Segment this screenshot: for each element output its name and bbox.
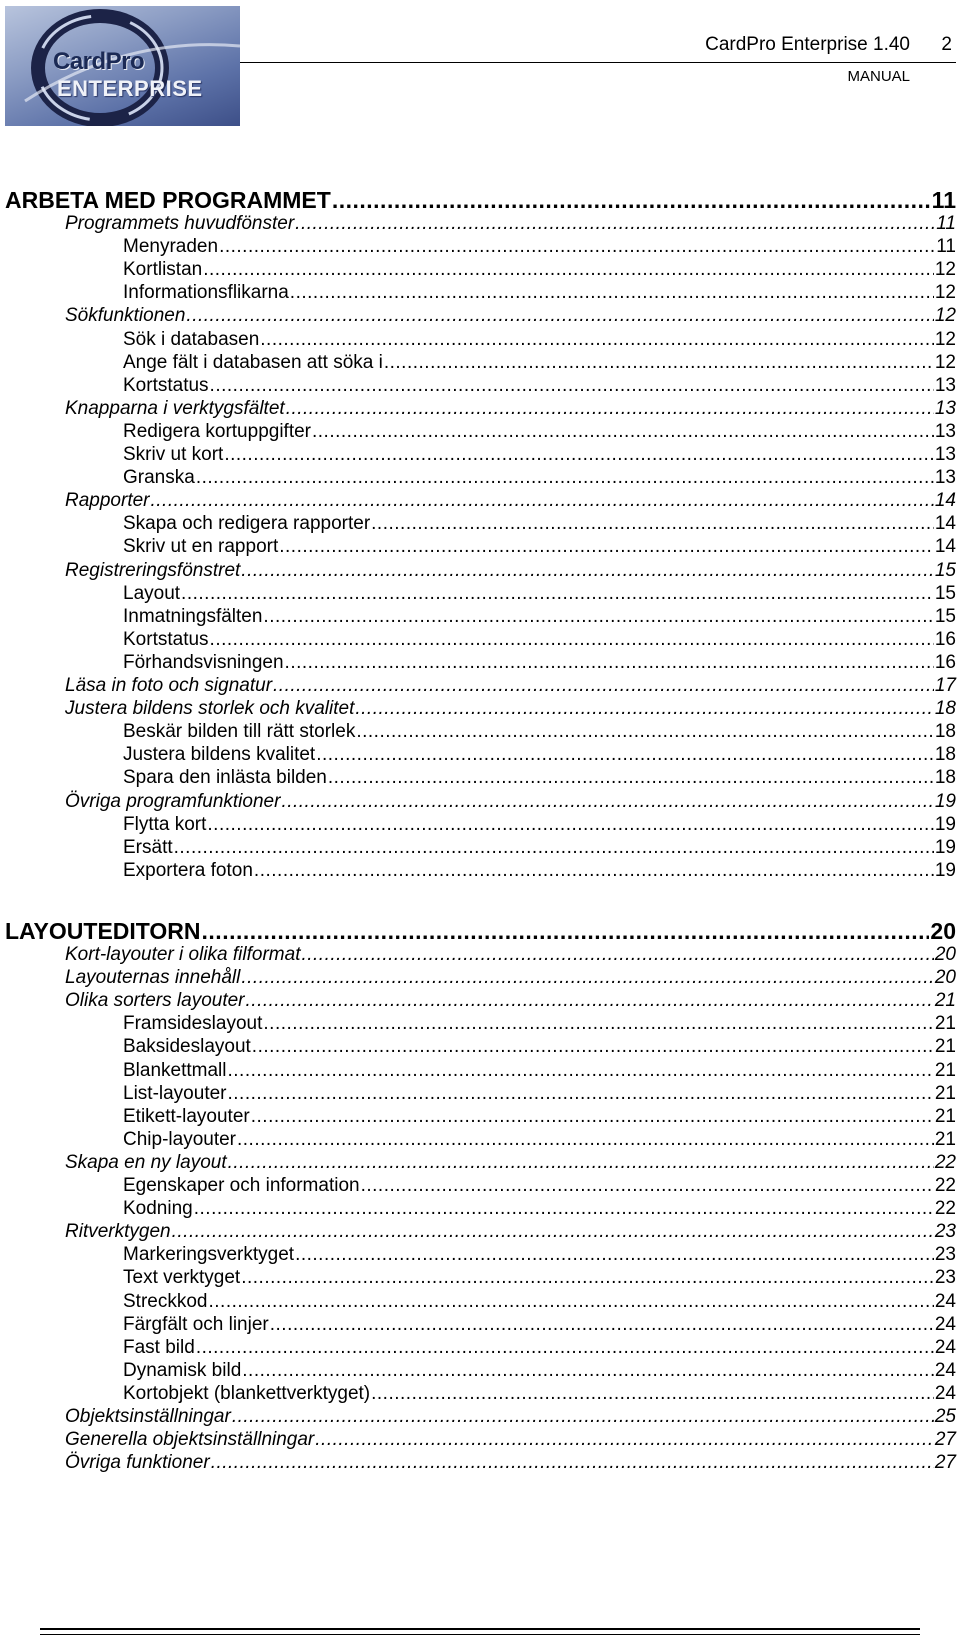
toc-leader-dots (371, 1383, 934, 1405)
toc-entry-page: 24 (934, 1382, 956, 1404)
toc-entry[interactable] (5, 1291, 956, 1313)
toc-entry[interactable] (5, 421, 956, 443)
toc-entry-title: Fast bild (123, 1336, 195, 1358)
toc-entry-title: Registreringsfönstret (65, 559, 241, 581)
toc-leader-dots (237, 1129, 934, 1151)
toc-entry-page: 18 (934, 744, 956, 766)
toc-entry-page: 17 (934, 675, 956, 696)
toc-entry-page: 21 (934, 990, 956, 1012)
toc-entry[interactable] (5, 837, 956, 859)
toc-entry-page: 24 (934, 1336, 956, 1358)
toc-leader-dots (194, 1198, 934, 1220)
toc-entry[interactable] (5, 767, 956, 789)
toc-leader-dots (273, 675, 934, 697)
toc-entry-title: Sök i databasen (123, 328, 260, 350)
header-title: CardPro Enterprise 1.40 (705, 34, 910, 55)
toc-entry-title: Programmets huvudfönster (65, 213, 295, 234)
toc-entry[interactable] (5, 1267, 956, 1289)
toc-leader-dots (301, 944, 933, 966)
toc-entry[interactable] (5, 1337, 956, 1359)
toc-entry[interactable] (5, 698, 956, 720)
toc-leader-dots (371, 513, 934, 535)
toc-entry[interactable] (5, 1013, 956, 1035)
toc-entry-page: 23 (934, 1267, 956, 1289)
toc-entry-page: 24 (934, 1290, 956, 1312)
toc-entry-title: Granska (123, 467, 195, 489)
toc-leader-dots (285, 652, 934, 674)
toc-leader-dots (295, 213, 935, 235)
toc-entry-title: Redigera kortuppgifter (123, 420, 311, 442)
toc-entry-title: Text verktyget (123, 1267, 241, 1289)
toc-entry-page: 16 (934, 651, 956, 673)
toc-entry[interactable] (5, 467, 956, 489)
toc-leader-dots (181, 583, 934, 605)
toc-entry-title: Skapa en ny layout (65, 1151, 227, 1173)
toc-leader-dots (207, 814, 933, 836)
toc-entry-page: 16 (934, 628, 956, 650)
toc-leader-dots (254, 860, 934, 882)
toc-entry-page: 13 (934, 467, 956, 489)
toc-entry[interactable] (5, 282, 956, 304)
toc-entry-page: 27 (934, 1429, 956, 1451)
toc-entry-page: 11 (936, 236, 956, 258)
toc-entry-page: 11 (936, 213, 956, 234)
toc-leader-dots (196, 467, 934, 489)
toc-entry-page: 18 (934, 721, 956, 743)
toc-entry-title: Skriv ut kort (123, 444, 224, 465)
toc-leader-dots (228, 1152, 934, 1174)
toc-entry-title: Ange fält i databasen att söka i (123, 351, 383, 373)
toc-entry-page: 14 (934, 490, 956, 512)
toc-entry-page: 13 (934, 374, 956, 396)
toc-entry-title: Förhandsvisningen (123, 651, 284, 673)
toc-entry-title: Justera bildens storlek och kvalitet (65, 698, 355, 720)
toc-leader-dots (356, 721, 934, 743)
toc-leader-dots (151, 490, 934, 512)
toc-entry-page: 14 (934, 536, 956, 558)
toc-entry-page: 23 (934, 1244, 956, 1266)
toc-entry[interactable] (5, 490, 956, 512)
toc-entry-page: 22 (934, 1175, 956, 1196)
toc-entry[interactable] (5, 305, 956, 327)
toc-entry-page: 15 (934, 582, 956, 604)
toc-entry-page: 21 (934, 1128, 956, 1150)
toc-entry-page: 21 (934, 1036, 956, 1058)
toc-entry-page: 18 (934, 767, 956, 789)
toc-entry[interactable] (5, 1060, 956, 1082)
toc-leader-dots (210, 375, 934, 397)
toc-entry-title: Layout (123, 582, 181, 604)
toc-entry-title: LAYOUTEDITORN (5, 918, 201, 944)
toc-entry-title: Kort-layouter i olika filformat (65, 944, 301, 965)
toc-entry-page: 13 (934, 420, 956, 442)
toc-entry[interactable] (5, 1083, 956, 1105)
toc-entry[interactable] (5, 629, 956, 651)
toc-entry[interactable] (5, 1106, 956, 1128)
toc-entry-page: 12 (934, 259, 956, 281)
logo-wordmark-cardpro: CardPro (53, 48, 145, 75)
toc-entry-title: Blankettmall (123, 1059, 227, 1081)
toc-entry-page: 19 (934, 836, 956, 858)
toc-leader-dots (241, 967, 934, 989)
toc-leader-dots (241, 560, 934, 582)
toc-leader-dots (174, 837, 934, 859)
toc-entry-page: 18 (934, 698, 956, 720)
toc-entry[interactable] (5, 375, 956, 397)
toc-entry-title: Menyraden (123, 236, 219, 258)
toc-entry-title: List-layouter (123, 1082, 227, 1104)
toc-entry[interactable] (5, 675, 956, 697)
toc-entry-title: Etikett-layouter (123, 1105, 250, 1127)
toc-entry-title: Ritverktygen (65, 1221, 171, 1243)
toc-entry-page: 12 (934, 282, 956, 304)
toc-entry-title: Olika sorters layouter (65, 990, 245, 1012)
cardpro-logo (5, 6, 240, 126)
toc-entry-title: Justera bildens kvalitet (123, 744, 316, 766)
toc-leader-dots (260, 329, 934, 351)
toc-leader-dots (211, 1452, 934, 1474)
toc-leader-dots (270, 1314, 934, 1336)
toc-entry-page: 19 (934, 859, 956, 881)
toc-entry[interactable] (5, 744, 956, 766)
toc-leader-dots (290, 282, 934, 304)
footer-rule-thin (40, 1634, 920, 1635)
toc-entry-page: 24 (934, 1313, 956, 1335)
toc-entry[interactable] (5, 1175, 956, 1197)
toc-leader-dots (332, 187, 931, 214)
toc-entry-page: 11 (931, 187, 956, 213)
toc-entry-title: Inmatningsfälten (123, 605, 263, 627)
toc-entry[interactable] (5, 721, 956, 743)
toc-leader-dots (203, 259, 934, 281)
toc-entry-title: Beskär bilden till rätt storlek (123, 721, 356, 743)
toc-entry-title: Layouternas innehåll (65, 967, 241, 989)
toc-entry-title: Spara den inlästa bilden (123, 767, 327, 789)
toc-entry-title: Dynamisk bild (123, 1359, 242, 1381)
toc-leader-dots (196, 1337, 934, 1359)
toc-entry-title: Kodning (123, 1198, 193, 1220)
toc-entry-page: 15 (934, 605, 956, 627)
toc-entry-title: Framsideslayout (123, 1013, 263, 1035)
toc-entry[interactable] (5, 944, 956, 966)
toc-entry-page: 21 (934, 1013, 956, 1035)
toc-entry[interactable] (5, 1152, 956, 1174)
toc-leader-dots (315, 1429, 934, 1451)
toc-leader-dots (279, 536, 934, 558)
toc-leader-dots (186, 305, 933, 327)
toc-entry[interactable] (5, 1244, 956, 1266)
toc-entry-title: Rapporter (65, 490, 150, 512)
toc-leader-dots (361, 1175, 934, 1197)
toc-entry-title: Kortstatus (123, 628, 209, 650)
toc-entry[interactable] (5, 814, 956, 836)
toc-leader-dots (208, 1291, 933, 1313)
toc-entry-page: 14 (934, 513, 956, 535)
toc-leader-dots (172, 1221, 934, 1243)
toc-entry-title: Streckkod (123, 1290, 208, 1312)
toc-entry-page: 22 (934, 1198, 956, 1220)
toc-entry[interactable] (5, 352, 956, 374)
toc-entry-title: Övriga funktioner (65, 1452, 210, 1474)
toc-entry-page: 21 (934, 1105, 956, 1127)
toc-entry-title: Övriga programfunktioner (65, 790, 281, 812)
toc-entry-title: Baksideslayout (123, 1036, 251, 1058)
toc-entry-page: 23 (934, 1221, 956, 1243)
toc-entry[interactable] (5, 1314, 956, 1336)
toc-entry[interactable] (5, 536, 956, 558)
toc-entry[interactable] (5, 1198, 956, 1220)
toc-entry[interactable] (5, 213, 956, 235)
toc-leader-dots (263, 1013, 933, 1035)
toc-leader-dots (246, 990, 934, 1012)
toc-entry-title: Skriv ut en rapport (123, 536, 279, 558)
toc-entry-page: 12 (934, 351, 956, 373)
header-subtitle: MANUAL (847, 68, 910, 85)
toc-entry[interactable] (5, 606, 956, 628)
toc-leader-dots (312, 421, 934, 443)
toc-entry-title: Läsa in foto och signatur (65, 675, 273, 696)
toc-entry-title: Markeringsverktyget (123, 1244, 295, 1266)
toc-entry[interactable] (5, 560, 956, 582)
toc-entry-title: Färgfält och linjer (123, 1313, 269, 1335)
toc-entry-page: 27 (934, 1452, 956, 1474)
toc-entry[interactable] (5, 652, 956, 674)
toc-entry[interactable] (5, 236, 956, 258)
toc-leader-dots (251, 1106, 934, 1128)
toc-entry-page: 20 (934, 967, 956, 989)
toc-entry[interactable] (5, 583, 956, 605)
toc-entry[interactable] (5, 1360, 956, 1382)
toc-entry-page: 24 (934, 1359, 956, 1381)
toc-entry-title: Flytta kort (123, 813, 207, 835)
logo-wordmark-enterprise: ENTERPRISE (57, 76, 203, 101)
toc-entry-title: Kortstatus (123, 374, 209, 396)
toc-entry[interactable] (5, 259, 956, 281)
toc-leader-dots (316, 744, 934, 766)
toc-entry[interactable] (5, 398, 956, 420)
toc-entry-page: 21 (934, 1082, 956, 1104)
toc-entry-title: Generella objektsinställningar (65, 1429, 315, 1451)
toc-entry-page: 21 (934, 1059, 956, 1081)
toc-entry-page: 12 (934, 305, 956, 327)
toc-entry-page: 19 (934, 813, 956, 835)
toc-leader-dots (295, 1244, 934, 1266)
toc-entry-title: ARBETA MED PROGRAMMET (5, 187, 331, 213)
toc-entry[interactable] (5, 1452, 956, 1474)
toc-entry-page: 20 (930, 918, 956, 944)
toc-entry[interactable] (5, 791, 956, 813)
toc-entry[interactable] (5, 918, 956, 945)
header-page-number: 2 (941, 34, 952, 55)
toc-entry-page: 20 (934, 944, 956, 965)
toc-entry[interactable] (5, 444, 956, 466)
toc-entry[interactable] (5, 513, 956, 535)
toc-entry-title: Chip-layouter (123, 1128, 236, 1150)
toc-entry-title: Objektsinställningar (65, 1406, 231, 1427)
toc-entry-title: Informationsflikarna (123, 282, 289, 304)
toc-leader-dots (228, 1060, 934, 1082)
footer-rule-thick (40, 1628, 920, 1630)
toc-leader-dots (242, 1360, 934, 1382)
toc-leader-dots (328, 767, 934, 789)
toc-entry[interactable] (5, 329, 956, 351)
toc-leader-dots (232, 1406, 934, 1428)
toc-entry-title: Kortobjekt (blankettverktyget) (123, 1382, 371, 1404)
toc-entry[interactable] (5, 1129, 956, 1151)
toc-entry[interactable] (5, 1406, 956, 1428)
toc-entry-title: Knapparna i verktygsfältet (65, 397, 285, 419)
toc-leader-dots (355, 698, 933, 720)
toc-entry[interactable] (5, 990, 956, 1012)
toc-entry-page: 13 (934, 444, 956, 465)
toc-entry-page: 15 (934, 559, 956, 581)
toc-leader-dots (286, 398, 934, 420)
toc-leader-dots (210, 629, 934, 651)
toc-leader-dots (219, 236, 935, 258)
toc-leader-dots (224, 444, 934, 466)
toc-entry[interactable] (5, 1429, 956, 1451)
toc-leader-dots (241, 1267, 934, 1289)
toc-entry-title: Sökfunktionen (65, 305, 186, 327)
toc-entry-page: 13 (934, 397, 956, 419)
toc-entry-title: Exportera foton (123, 859, 253, 881)
toc-entry-title: Kortlistan (123, 259, 203, 281)
toc-entry-page: 22 (934, 1151, 956, 1173)
toc-entry[interactable] (5, 1383, 956, 1405)
toc-entry[interactable] (5, 1036, 956, 1058)
toc-entry-page: 12 (934, 328, 956, 350)
toc-entry[interactable] (5, 860, 956, 882)
toc-leader-dots (263, 606, 933, 628)
toc-entry-title: Ersätt (123, 836, 173, 858)
toc-entry[interactable] (5, 967, 956, 989)
toc-entry-title: Egenskaper och information (123, 1175, 360, 1196)
toc-entry[interactable] (5, 187, 956, 214)
toc-entry-title: Skapa och redigera rapporter (123, 513, 371, 535)
toc-leader-dots (384, 352, 934, 374)
toc-entry-page: 19 (934, 790, 956, 812)
toc-leader-dots (281, 791, 933, 813)
toc-entry-page: 25 (934, 1406, 956, 1427)
toc-leader-dots (202, 918, 930, 945)
header-rule (240, 62, 956, 63)
toc-entry[interactable] (5, 1221, 956, 1243)
toc-leader-dots (252, 1036, 934, 1058)
toc-leader-dots (228, 1083, 934, 1105)
